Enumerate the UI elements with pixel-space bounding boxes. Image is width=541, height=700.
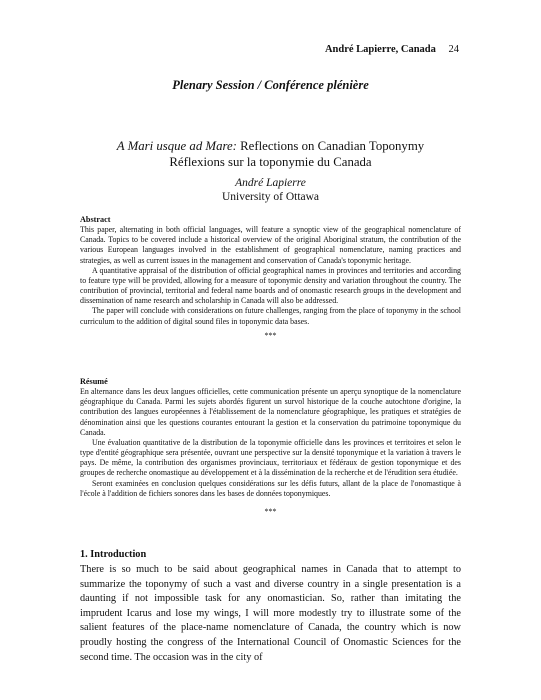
author-name: André Lapierre — [235, 177, 306, 189]
abstract-heading: Abstract — [80, 215, 111, 224]
introduction-heading: 1. Introduction — [80, 549, 147, 560]
page-number: 24 — [448, 44, 459, 55]
running-head — [325, 44, 459, 55]
title-rest: Reflections on Canadian Toponymy — [236, 139, 425, 153]
title-italic-part: A Mari usque ad Mare: — [116, 139, 237, 153]
running-head-author: André Lapierre, Canada — [324, 44, 436, 55]
abstract-paragraph: A quantitative appraisal of the distribution of official geographical names in provinces and territories and according to feature type will be provided, allowing for a measure of toponymic density and variation throughout the country. The contribution of provincial, territorial and federal name boards and of onomastic research groups in the development and dissemination of name research and scholarship in Canada will also be addressed. — [80, 265, 461, 306]
resume-paragraph: Une évaluation quantitative de la distribution de la toponymie officielle dans les provinces et territoires et selon le type d'entité géographique sera présentée, ouvrant une perspective sur la densité toponymique et la variation à travers le pays. De même, la contribution des organismes provinciaux, territoriaux et fédéraux de gestion toponymique et des groupes de recherche onomastique au développement et à la dissémination de la recherche et de l'érudition sera étudiée. — [80, 437, 461, 478]
resume-paragraph: Seront examinées en conclusion quelques considérations sur les défis futurs, allant de la place de l'onomastique à l'école à l'addition de fichiers sonores dans les bases de données toponymiques. — [80, 478, 461, 498]
session-title: Plenary Session / Conférence plénière — [172, 78, 369, 92]
resume-paragraph: En alternance dans les deux langues officielles, cette communication présente un aperçu synoptique de la nomenclature géographique du Canada. Parmi les sujets abordés figurent un survol historique de la couche autochtone d'origine, la contribution des langues européennes à l'établissement de la nomenclature géographique, les pratiques et stratégies de dénomination ainsi que les questions courantes entourant la gestion et la conservation du patrimoine toponymique du Canada. — [80, 387, 461, 437]
introduction-section — [80, 563, 461, 665]
section-separator: *** — [264, 506, 277, 516]
resume-heading: Résumé — [80, 377, 108, 386]
paper-title — [0, 138, 541, 170]
introduction-paragraph: There is so much to be said about geographical names in Canada that to attempt to summarize the toponymy of such a vast and diverse country in a single presentation is a daunting if not impossible task for any onomastician. So, rather than imitating the imprudent Icarus and lose my wings, I will more modestly try to illustrate some of the salient features of the place-name nomenclature of Canada, the country which is now proudly hosting the congress of the International Council of Onomastic Sciences for the second time. The occasion was in the city of — [80, 564, 461, 663]
abstract-paragraph: This paper, alternating in both official languages, will feature a synoptic view of the geographical nomenclature of Canada. Topics to be covered include a historical overview of the original Aboriginal stratum, the contribution of the various European languages involved in the establishment of geographical nomenclature, naming practices and strategies, as well as current issues in the management and conservation of Canada's toponymic heritage. — [80, 225, 461, 265]
section-separator: *** — [264, 330, 277, 340]
abstract-section — [80, 215, 461, 341]
abstract-paragraph: The paper will conclude with considerations on future challenges, ranging from the place of toponymy in the school curriculum to the addition of digital sound files in toponymic data bases. — [80, 306, 461, 326]
author-affiliation: University of Ottawa — [221, 191, 320, 203]
title-line-2: Réflexions sur la toponymie du Canada — [169, 155, 372, 169]
resume-section — [80, 377, 461, 517]
author-block — [0, 176, 541, 204]
